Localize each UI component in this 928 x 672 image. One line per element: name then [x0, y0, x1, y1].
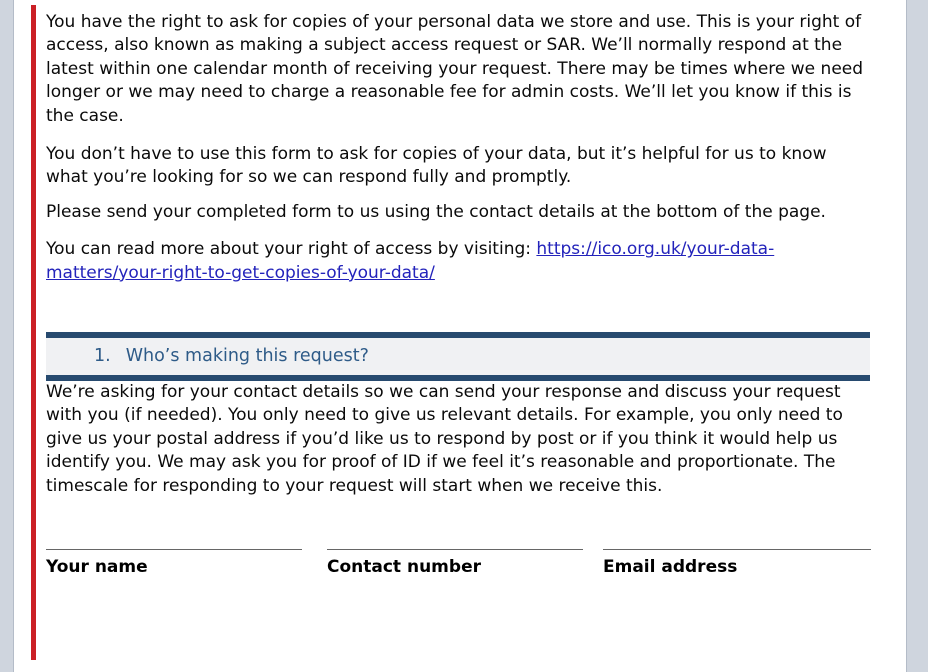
intro-paragraph-3: Please send your completed form to us using the contact details at the bottom of the page. [46, 201, 826, 222]
field-email-address [603, 517, 871, 579]
ico-right-of-access-link[interactable]: https://ico.org.uk/your-data-matters/your-right-to-get-copies-of-your-data/ [46, 239, 775, 283]
contact-fields-row [46, 517, 872, 579]
contact-number-input-area[interactable] [327, 517, 583, 550]
email-address-label: Email address [603, 557, 738, 578]
your-name-label: Your name [46, 557, 148, 578]
your-name-input-area[interactable] [46, 517, 302, 550]
intro-paragraph-1: You have the right to ask for copies of your personal data we store and use. This is your right of access, also known as making a subject access request or SAR. We’ll normally respond at the latest within one calendar month of receiving your request. There may be times where we need longer or we may need to charge a reasonable fee for admin costs. We’ll let you know if this is the case. [46, 12, 864, 126]
section-1-body: We’re asking for your contact details so we can send your response and discuss your request with you (if needed). You only need to give us relevant details. For example, you only need to give us your postal address if you’d like us to respond by post or if you think it would help us identify you. We may ask you for proof of ID if we feel it’s reasonable and proportionate. The timescale for responding to your request will start when we receive this. [46, 382, 843, 496]
page-margin-left [0, 0, 14, 672]
section-header-band [46, 338, 870, 375]
contact-number-label: Contact number [327, 557, 481, 578]
link-lead-text: You can read more about your right of access by visiting: [46, 239, 537, 260]
revision-change-bar [31, 5, 36, 660]
email-address-input-area[interactable] [603, 517, 871, 550]
field-your-name [46, 517, 302, 579]
section-1-header [46, 332, 870, 381]
document-content [46, 0, 872, 580]
intro-paragraph-4 [46, 238, 872, 285]
section-number: 1. [94, 345, 111, 366]
intro-paragraph-2: You don’t have to use this form to ask for copies of your data, but it’s helpful for us to know what you’re looking for so we can respond fully and promptly. [46, 144, 827, 188]
section-title: Who’s making this request? [125, 345, 369, 366]
field-contact-number [327, 517, 583, 579]
page-margin-right [906, 0, 928, 672]
